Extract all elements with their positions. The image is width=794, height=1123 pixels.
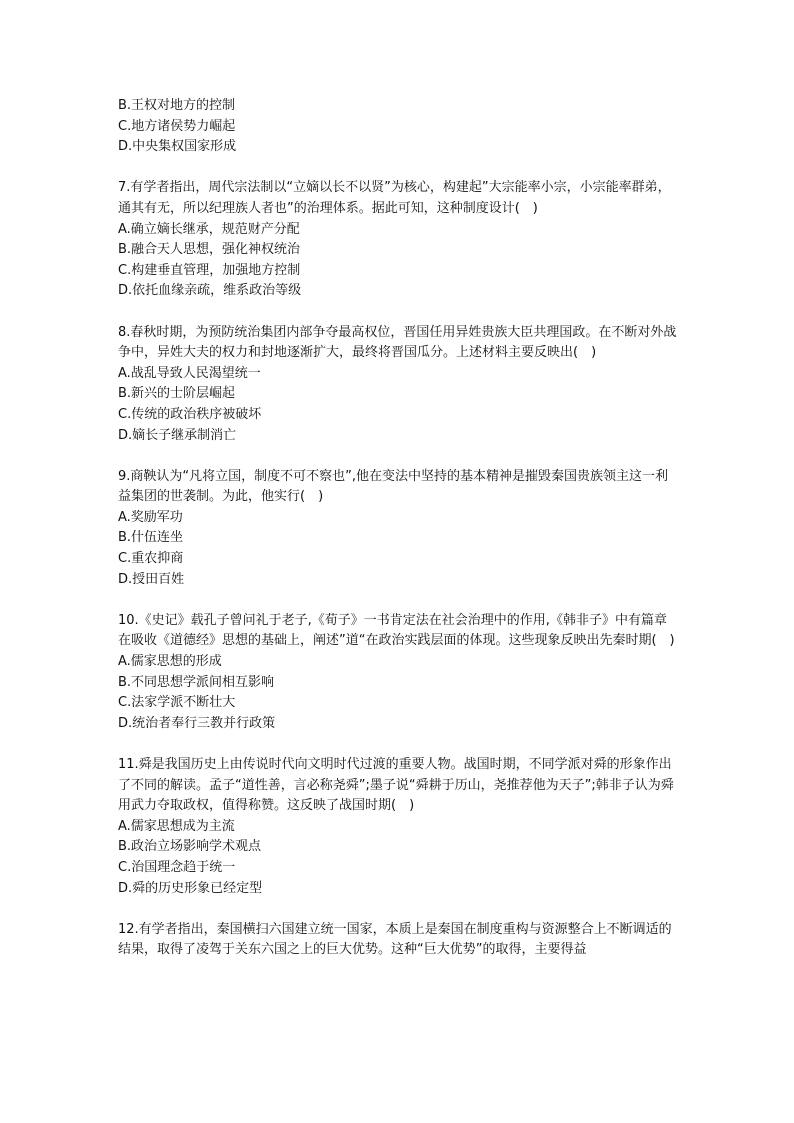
option-a: A.儒家思想成为主流 <box>118 818 235 834</box>
question-stem: 7.有学者指出，周代宗法制以“立嫡以长不以贤”为核心，构建起”大宗能率小宗，小宗能率群弟，通其有无，所以纪理族人者也”的治理体系。据此可知，这种制度设计( ) <box>118 180 671 216</box>
question-stem: 9.商鞅认为“凡将立国，制度不可不察也”,他在变法中坚持的基本精神是摧毁秦国贵族领主这一利益集团的世袭制。为此，他实行( ) <box>118 468 669 505</box>
option-a: A.确立嫡长继承，规范财产分配 <box>118 221 300 237</box>
option-b: B.政治立场影响学术观点 <box>118 839 262 855</box>
option-b: B.王权对地方的控制 <box>118 98 236 113</box>
question-10 <box>118 611 678 735</box>
option-b: B.什伍连坐 <box>118 530 184 546</box>
question-9 <box>118 467 678 591</box>
option-c: C.法家学派不断壮大 <box>118 695 236 711</box>
option-d: D.舜的历史形象已经定型 <box>118 880 263 896</box>
option-a: A.奖励军功 <box>118 509 183 525</box>
question-stem: 11.舜是我国历史上由传说时代向文明时代过渡的重要人物。战国时期，不同学派对舜的形象作出了不同的解读。孟子“道性善，言必称尧舜”;墨子说“舜耕于历山，尧推荐他为天子”;韩非子认为舜用武力夺取政权，值得称赞。这反映了战国时期( ) <box>118 757 674 814</box>
option-a: A.儒家思想的形成 <box>118 654 222 670</box>
option-d: D.依托血缘亲疏，维系政治等级 <box>118 283 302 299</box>
previous-question-options <box>118 96 678 158</box>
question-12 <box>118 920 678 961</box>
document-page <box>118 96 678 961</box>
option-d: D.中央集权国家形成 <box>118 139 237 155</box>
question-stem: 12.有学者指出，秦国横扫六国建立统一国家，本质上是秦国在制度重构与资源整合上不断调适的结果，取得了凌驾于关东六国之上的巨大优势。这种“巨大优势”的取得，主要得益 <box>118 921 672 958</box>
option-c: C.地方诸侯势力崛起 <box>118 118 236 134</box>
question-11 <box>118 755 678 899</box>
option-d: D.授田百姓 <box>118 571 185 587</box>
option-b: B.新兴的士阶层崛起 <box>118 386 236 402</box>
question-stem: 10.《史记》载孔子曾问礼于老子,《荀子》一书肯定法在社会治理中的作用,《韩非子》中有篇章在吸收《道德经》思想的基础上，阐述”道“在政治实践层面的体现。这些现象反映出先秦时期( ) <box>118 612 675 649</box>
option-b: B.不同思想学派间相互影响 <box>118 674 275 690</box>
option-c: C.治国理念趋于统一 <box>118 859 236 875</box>
option-b: B.融合天人思想，强化神权统治 <box>118 242 301 258</box>
option-d: D.统治者奉行三教并行政策 <box>118 715 276 731</box>
option-c: C.重农抑商 <box>118 551 184 567</box>
question-7 <box>118 178 678 302</box>
question-stem: 8.春秋时期，为预防统治集团内部争夺最高权位，晋国任用异姓贵族大臣共理国政。在不断对外战争中，异姓大夫的权力和封地逐渐扩大，最终将晋国瓜分。上述材料主要反映出( ) <box>118 324 677 361</box>
option-d: D.嫡长子继承制消亡 <box>118 427 237 443</box>
option-a: A.战乱导致人民渴望统一 <box>118 365 261 381</box>
question-8 <box>118 323 678 447</box>
option-c: C.传统的政治秩序被破坏 <box>118 406 262 422</box>
option-c: C.构建垂直管理，加强地方控制 <box>118 262 301 278</box>
